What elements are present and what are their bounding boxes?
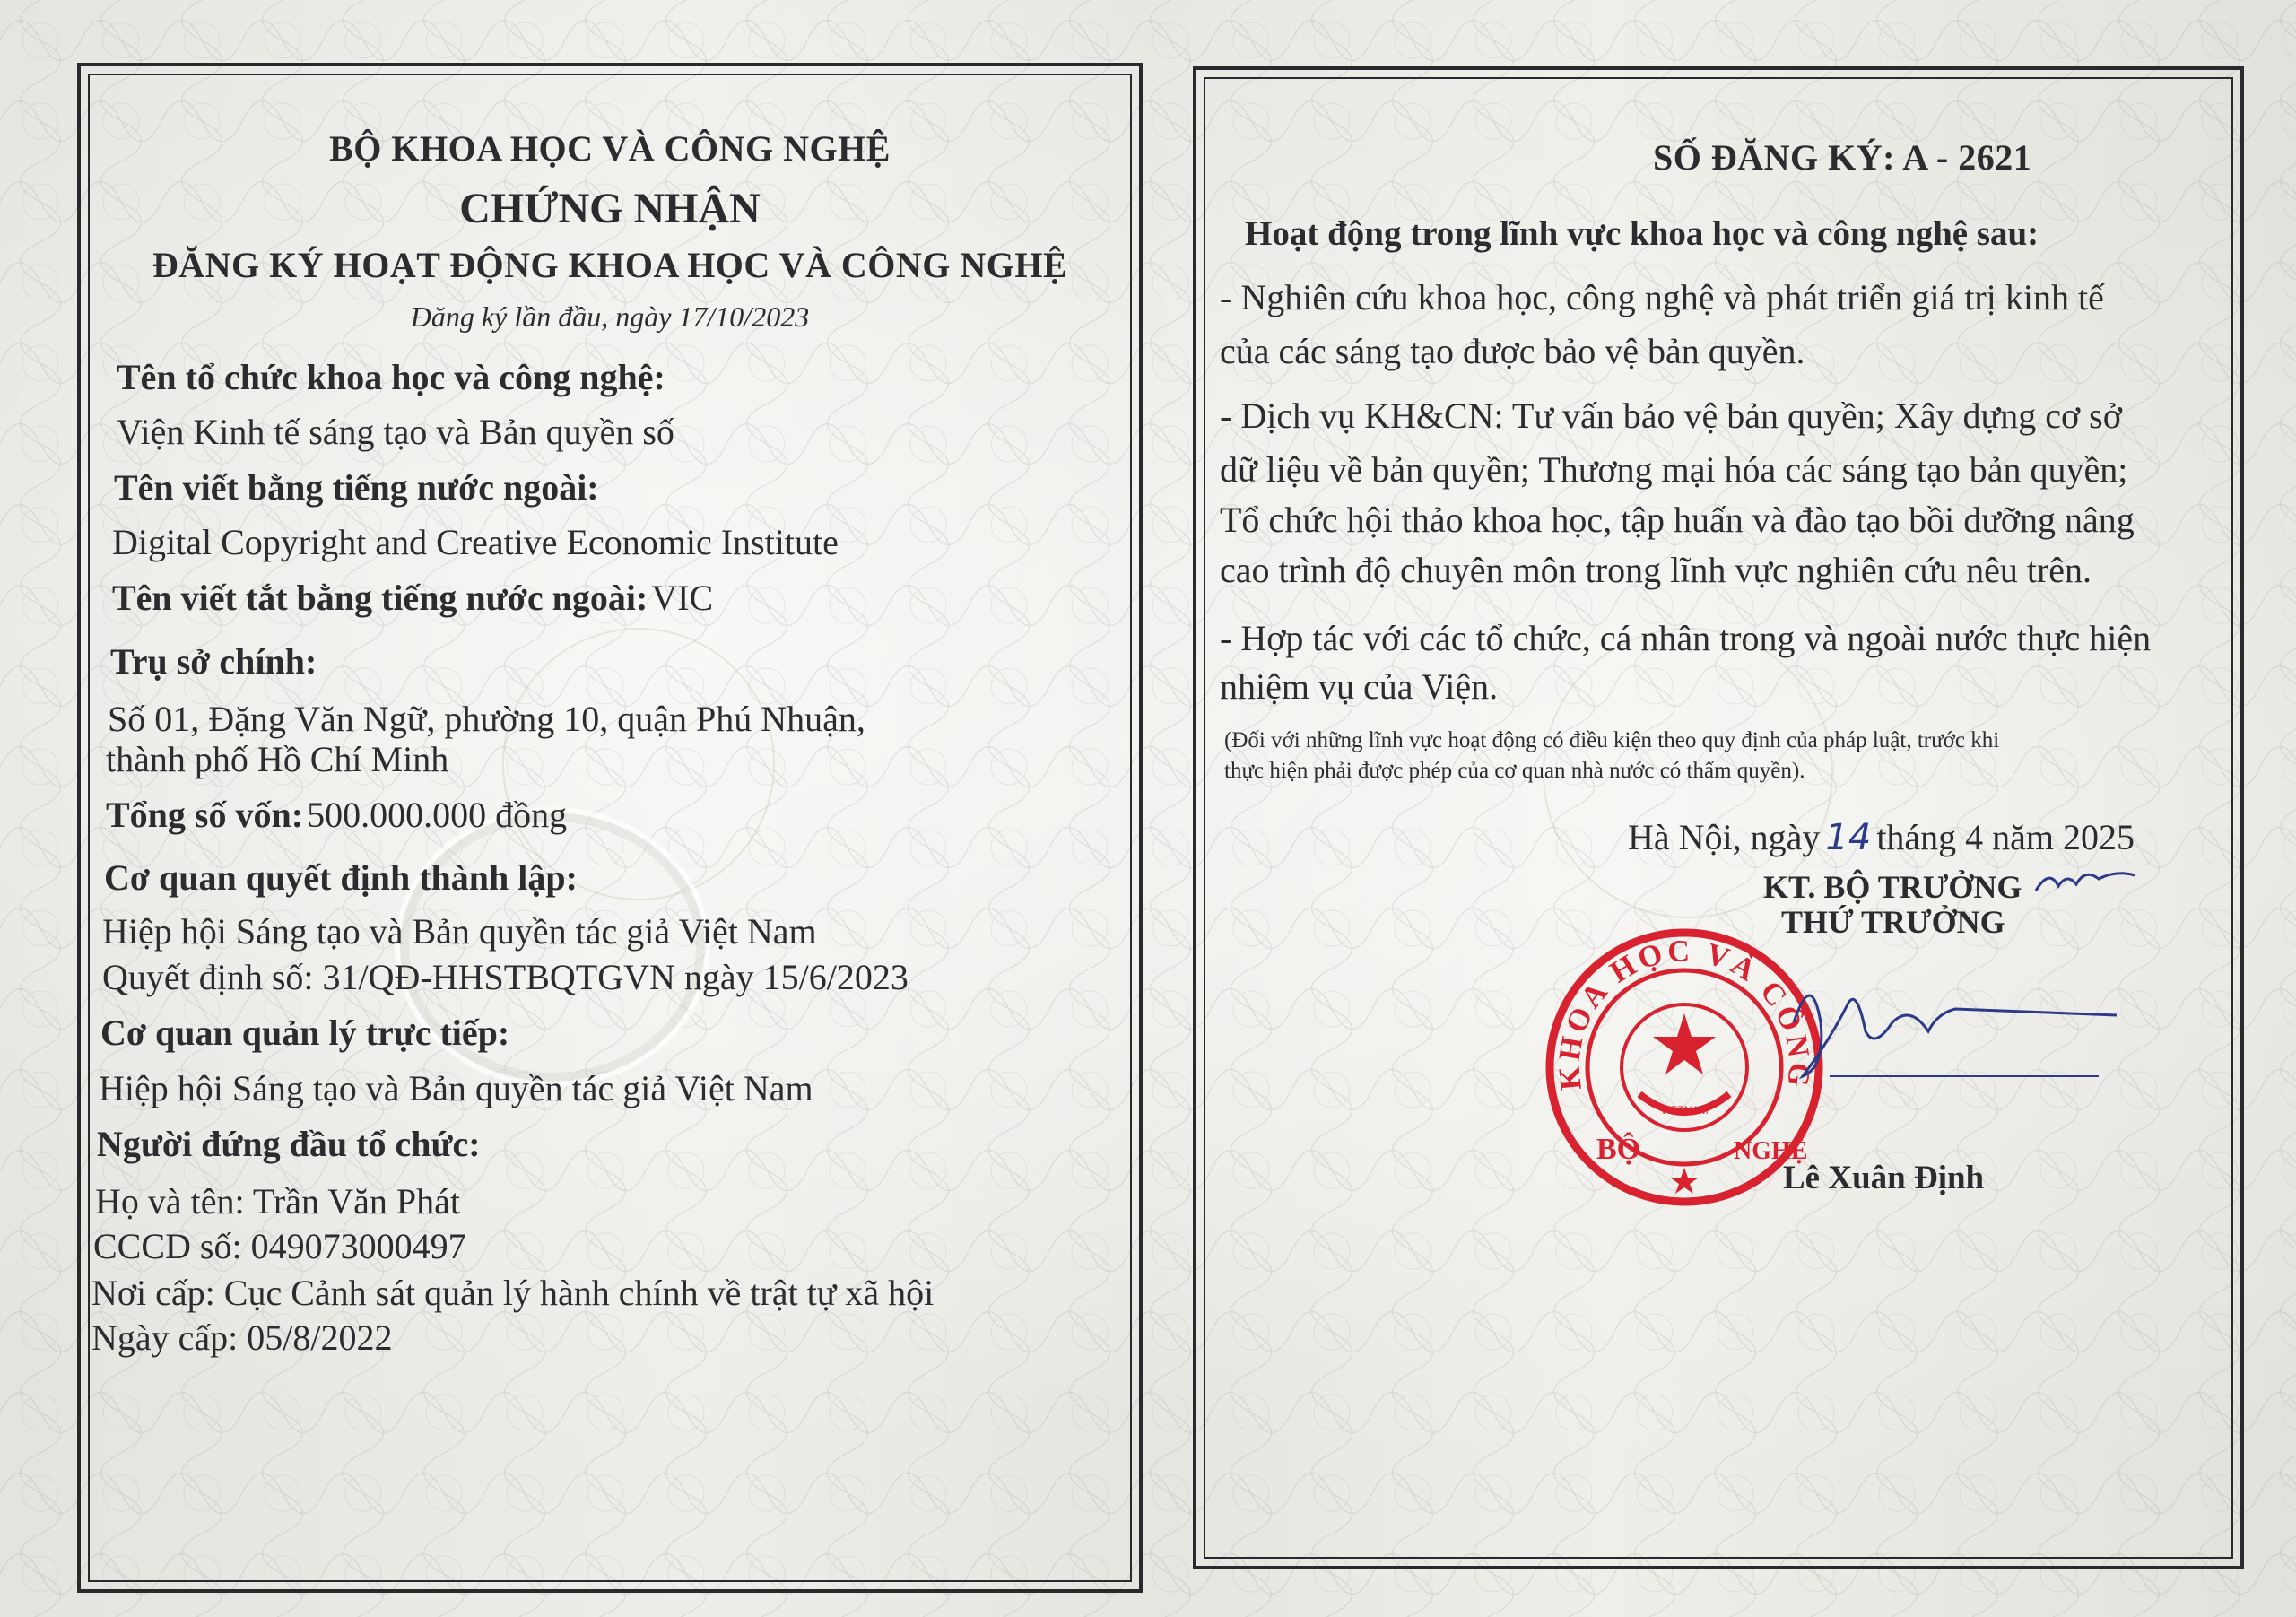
initial-mark (2031, 859, 2139, 904)
abbr-value: VIC (651, 578, 714, 618)
activity-2-line2: dữ liệu về bản quyền; Thương mại hóa các sáng tạo bản quyền; (1220, 449, 2128, 490)
issue-date-prefix: Hà Nội, ngày (1628, 817, 1821, 857)
activity-1-line1: - Nghiên cứu khoa học, công nghệ và phát triển giá trị kinh tế (1220, 277, 2104, 317)
handwritten-signature (1776, 969, 2135, 1103)
legal-note-line1: (Đối với những lĩnh vực hoạt động có điều kiện theo quy định của pháp luật, trước khi (1224, 728, 2000, 752)
issue-date-day: 14 (1825, 817, 1872, 858)
seal-arc-text: KHOA HỌC VÀ CÔNG (1552, 935, 1816, 1092)
founding-decision: Quyết định số: 31/QĐ-HHSTBQTGVN ngày 15/6/2023 (102, 957, 909, 997)
org-name-label: Tên tổ chức khoa học và công nghệ: (117, 357, 665, 397)
legal-note-line2: thực hiện phải được phép của cơ quan nhà nước có thẩm quyền). (1224, 759, 1805, 783)
abbr-row (112, 577, 713, 619)
capital-row (106, 794, 567, 836)
hq-label: Trụ sở chính: (110, 641, 317, 682)
head-id-issue-date: Ngày cấp: 05/8/2022 (91, 1317, 393, 1358)
manager-value: Hiệp hội Sáng tạo và Bản quyền tác giả Việt Nam (99, 1068, 813, 1108)
activity-2-line3: Tổ chức hội thảo khoa học, tập huấn và đào tạo bồi dưỡng nâng (1220, 500, 2135, 540)
seal-text-left: BỘ (1596, 1133, 1641, 1166)
signer-role-1: KT. BỘ TRƯỞNG (1763, 869, 2022, 905)
issue-date-suffix: tháng 4 năm 2025 (1876, 817, 2135, 857)
fields-heading: Hoạt động trong lĩnh vực khoa học và công nghệ sau: (1245, 214, 2039, 253)
first-registration-date: Đăng ký lần đầu, ngày 17/10/2023 (410, 300, 810, 333)
signer-name: Lê Xuân Định (1783, 1160, 1985, 1196)
activity-2-line4: cao trình độ chuyên môn trong lĩnh vực nghiên cứu nêu trên. (1220, 550, 2092, 590)
org-name: Viện Kinh tế sáng tạo và Bản quyền số (117, 412, 674, 452)
activity-3-line2: nhiệm vụ của Viện. (1220, 666, 1499, 707)
seal-text-right: NGHỆ (1734, 1137, 1808, 1165)
founder-label: Cơ quan quyết định thành lập: (104, 857, 578, 898)
hq-address-line1: Số 01, Đặng Văn Ngữ, phường 10, quận Phú Nhuận, (108, 699, 865, 739)
hq-address-line2: thành phố Hồ Chí Minh (106, 739, 449, 779)
head-id-number: CCCD số: 049073000497 (93, 1226, 466, 1266)
head-full-name: Họ và tên: Trần Văn Phát (95, 1181, 461, 1221)
foreign-name: Digital Copyright and Creative Economic Institute (112, 522, 839, 562)
abbr-label: Tên viết tắt bằng tiếng nước ngoài: (112, 578, 648, 618)
founder-value: Hiệp hội Sáng tạo và Bản quyền tác giả Việt Nam (102, 911, 817, 952)
head-label: Người đứng đầu tổ chức: (97, 1124, 481, 1164)
issue-date (1628, 816, 2135, 858)
activity-3-line1: - Hợp tác với các tổ chức, cá nhân trong và ngoài nước thực hiện (1220, 618, 2152, 658)
head-id-issuer: Nơi cấp: Cục Cảnh sát quản lý hành chính về trật tự xã hội (91, 1273, 935, 1313)
certificate-title: CHỨNG NHẬN (459, 185, 761, 232)
manager-label: Cơ quan quản lý trực tiếp: (100, 1013, 510, 1053)
capital-value: 500.000.000 đồng (307, 795, 568, 835)
activity-1-line2: của các sáng tạo được bảo vệ bản quyền. (1220, 331, 1805, 371)
registration-number: SỐ ĐĂNG KÝ: A - 2621 (1653, 137, 2032, 178)
signer-role-2: THỨ TRƯỞNG (1781, 904, 2005, 940)
ministry-name: BỘ KHOA HỌC VÀ CÔNG NGHỆ (329, 128, 891, 169)
activity-2-line1: - Dịch vụ KH&CN: Tư vấn bảo vệ bản quyền; Xây dựng cơ sở (1220, 396, 2122, 436)
capital-label: Tổng số vốn: (106, 795, 304, 835)
foreign-name-label: Tên viết bằng tiếng nước ngoài: (114, 467, 599, 508)
certificate-subtitle: ĐĂNG KÝ HOẠT ĐỘNG KHOA HỌC VÀ CÔNG NGHỆ (152, 245, 1068, 285)
seal-emblem-text: VIETNAM (1660, 1104, 1709, 1117)
